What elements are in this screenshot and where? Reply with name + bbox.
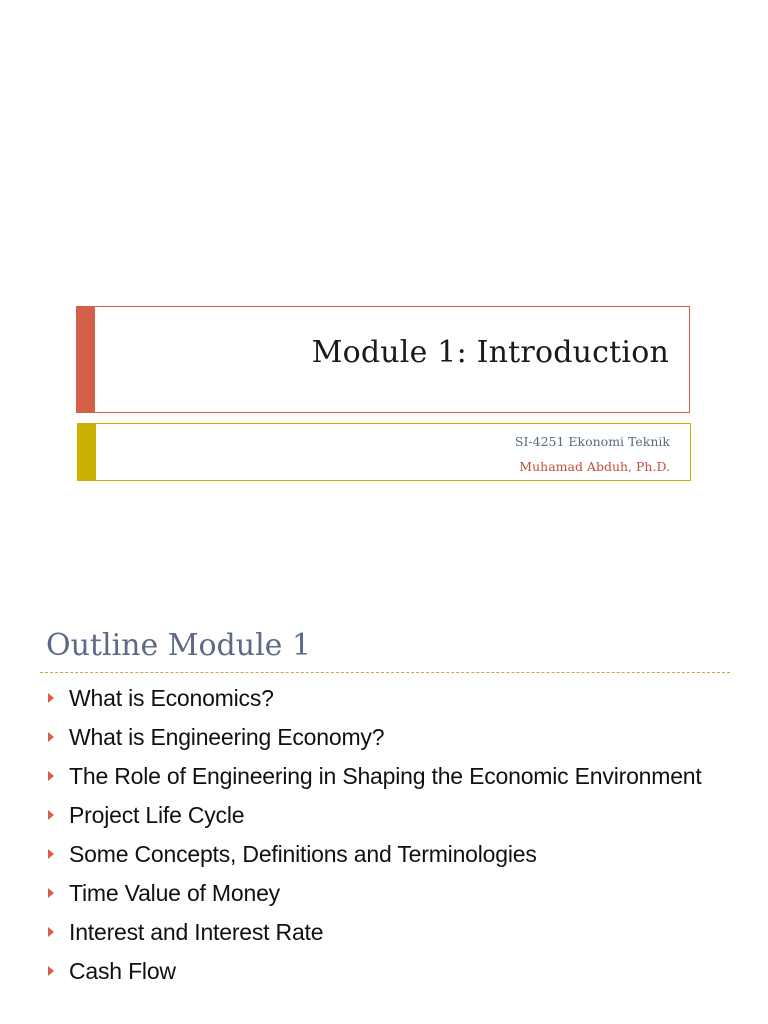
- outline-item-text: The Role of Engineering in Shaping the Economic Environment: [69, 763, 702, 789]
- outline-item-text: Cash Flow: [69, 958, 176, 984]
- outline-item: [46, 760, 736, 792]
- triangle-right-icon: [48, 927, 54, 937]
- triangle-right-icon: [48, 732, 54, 742]
- outline-title: Outline Module 1: [46, 628, 312, 663]
- outline-item-text: Some Concepts, Definitions and Terminologies: [69, 841, 537, 867]
- title-box: [76, 306, 690, 413]
- triangle-right-icon: [48, 771, 54, 781]
- outline-item: [46, 721, 736, 753]
- outline-item: [46, 955, 736, 987]
- outline-slide: [0, 600, 768, 1024]
- outline-item-text: Project Life Cycle: [69, 802, 245, 828]
- outline-item: [46, 877, 736, 909]
- author-name: Muhamad Abduh, Ph.D.: [519, 459, 670, 474]
- triangle-right-icon: [48, 810, 54, 820]
- triangle-right-icon: [48, 849, 54, 859]
- title-divider: [40, 672, 730, 673]
- title-accent-bar: [77, 307, 95, 412]
- outline-item: [46, 916, 736, 948]
- outline-item: [46, 838, 736, 870]
- subtitle-box: [77, 423, 691, 481]
- outline-item: [46, 682, 736, 714]
- outline-list: [46, 682, 736, 994]
- subtitle-accent-bar: [78, 424, 96, 480]
- outline-item: [46, 799, 736, 831]
- outline-item-text: Time Value of Money: [69, 880, 280, 906]
- triangle-right-icon: [48, 966, 54, 976]
- outline-item-text: Interest and Interest Rate: [69, 919, 324, 945]
- slide-title: Module 1: Introduction: [311, 335, 669, 370]
- course-code: SI-4251 Ekonomi Teknik: [514, 434, 670, 449]
- triangle-right-icon: [48, 693, 54, 703]
- triangle-right-icon: [48, 888, 54, 898]
- outline-item-text: What is Engineering Economy?: [69, 724, 385, 750]
- outline-item-text: What is Economics?: [69, 685, 274, 711]
